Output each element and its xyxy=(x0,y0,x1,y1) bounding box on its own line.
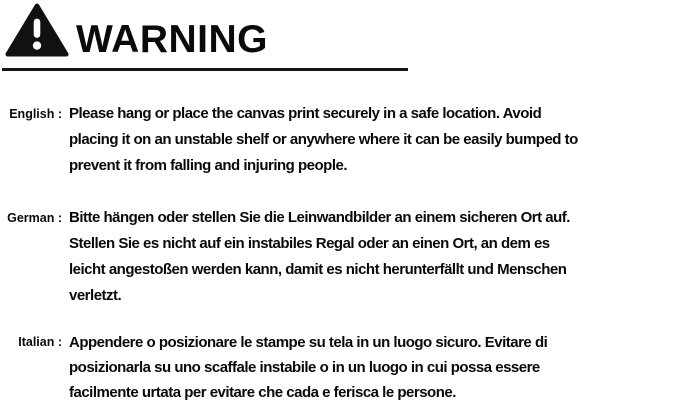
language-label-german: German : xyxy=(7,211,62,225)
language-text-italian xyxy=(69,330,547,405)
text-line: facilmente urtata per evitare che cada e ferisca le persone. xyxy=(69,384,456,401)
text-line: Appendere o posizionare le stampe su tela in un luogo sicuro. Evitare di xyxy=(69,334,548,351)
title-underline xyxy=(2,68,408,71)
language-text-english xyxy=(69,101,578,179)
language-text-german xyxy=(69,205,570,309)
text-line: posizionarla su uno scaffale instabile o in un luogo in cui possa essere xyxy=(69,359,540,376)
language-label-english: English : xyxy=(9,107,62,121)
text-line: placing it on an unstable shelf or anywhere where it can be easily bumped to xyxy=(69,131,578,148)
page-title: WARNING xyxy=(76,18,268,61)
text-line: Stellen Sie es nicht auf ein instabiles Regal oder an einen Ort, an dem es xyxy=(69,235,550,252)
text-line: leicht angestoßen werden kann, damit es nicht herunterfällt und Menschen xyxy=(69,261,567,278)
text-line: Bitte hängen oder stellen Sie die Leinwandbilder an einem sicheren Ort auf. xyxy=(69,209,570,226)
language-section-italian xyxy=(0,330,547,405)
language-section-english xyxy=(0,101,578,179)
text-line: Please hang or place the canvas print securely in a safe location. Avoid xyxy=(69,105,542,122)
text-line: prevent it from falling and injuring people. xyxy=(69,157,348,174)
text-line: verletzt. xyxy=(69,287,122,304)
warning-triangle-icon xyxy=(5,3,69,58)
language-label-italian: Italian : xyxy=(18,335,62,349)
language-section-german xyxy=(0,205,570,309)
